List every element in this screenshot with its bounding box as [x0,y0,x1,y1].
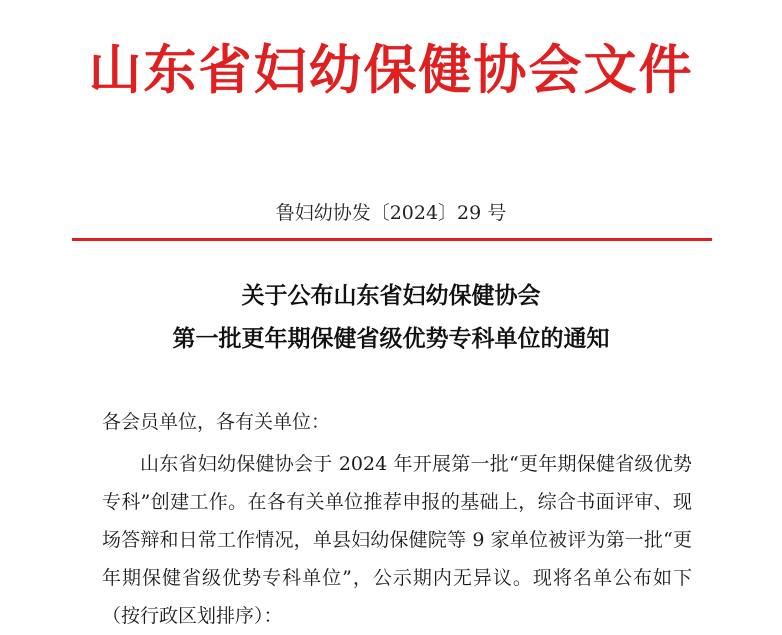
notice-title-line-2: 第一批更年期保健省级优势专科单位的通知 [172,326,610,352]
notice-title-line-1: 关于公布山东省妇幼保健协会 [241,283,541,309]
salutation: 各会员单位，各有关单位： [102,411,331,433]
document-header-title: 山东省妇幼保健协会文件 [88,40,694,101]
red-divider-line [72,238,712,241]
document-number: 鲁妇幼协发〔2024〕29 号 [275,202,507,224]
body-paragraph: 山东省妇幼保健协会于 2024 年开展第一批“更年期保健省级优势专科”创建工作。在各有关单位推荐申报的基础上，综合书面评审、现场答辩和日常工作情况，单县妇幼保健院等 9 家单位被评为第一批“更年期保健省级优势专科单位”，公示期内无异议。现将名单公布如下（按行政区划排序）： [102,453,692,627]
